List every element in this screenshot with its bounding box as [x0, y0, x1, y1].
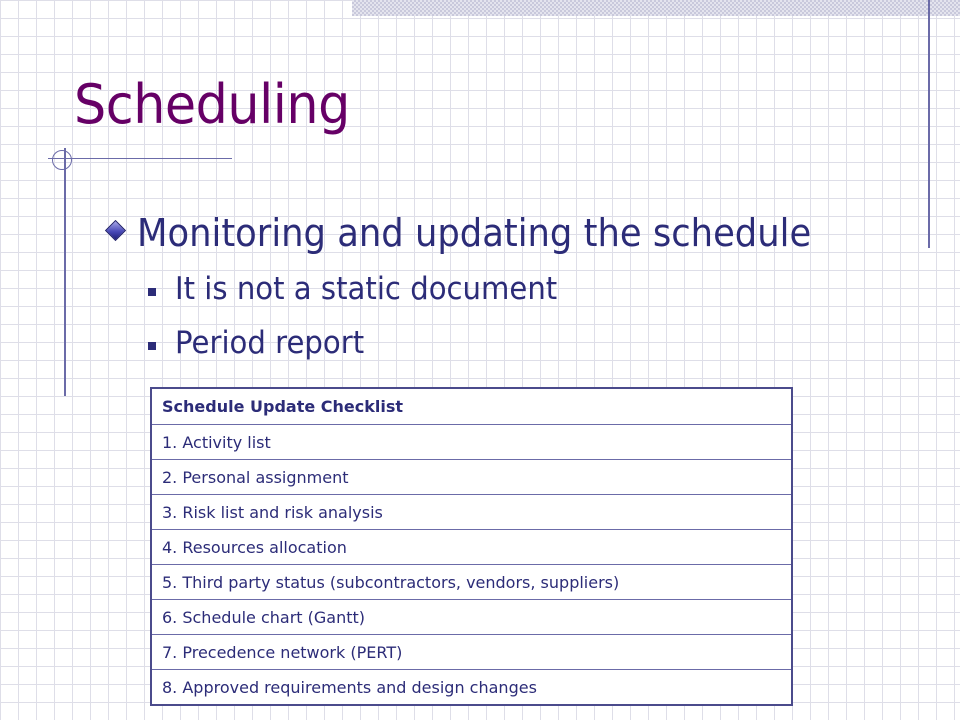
top-pattern-band — [352, 0, 960, 16]
square-bullet-icon — [148, 342, 156, 350]
table-cell: 1. Activity list — [151, 425, 792, 460]
sub-bullet — [148, 266, 582, 312]
diamond-bullet-icon — [105, 219, 126, 240]
table-cell: 8. Approved requirements and design changes — [151, 670, 792, 706]
sub-bullet-text: It is not a static document — [175, 271, 558, 307]
main-bullet — [104, 208, 862, 258]
schedule-checklist-table — [150, 387, 793, 706]
table-cell: 7. Precedence network (PERT) — [151, 635, 792, 670]
table-row — [151, 495, 792, 530]
title-circle-ornament — [52, 150, 72, 170]
title-underline — [48, 158, 232, 159]
table-cell: 4. Resources allocation — [151, 530, 792, 565]
right-decor-line — [928, 0, 930, 248]
sub-bullet-text: Period report — [175, 325, 365, 361]
table-row — [151, 670, 792, 706]
table-header-row — [151, 388, 792, 425]
slide-title: Scheduling — [74, 73, 350, 136]
table-cell: 5. Third party status (subcontractors, vendors, suppliers) — [151, 565, 792, 600]
table-cell: 6. Schedule chart (Gantt) — [151, 600, 792, 635]
table-row — [151, 635, 792, 670]
table-row — [151, 530, 792, 565]
square-bullet-icon — [148, 288, 156, 296]
table-row — [151, 565, 792, 600]
table-cell: 2. Personal assignment — [151, 460, 792, 495]
main-bullet-text: Monitoring and updating the schedule — [137, 211, 812, 255]
sub-bullet — [148, 320, 376, 366]
table-row — [151, 600, 792, 635]
left-decor-line — [64, 148, 66, 396]
table-header-cell: Schedule Update Checklist — [151, 388, 792, 425]
table-cell: 3. Risk list and risk analysis — [151, 495, 792, 530]
table-row — [151, 425, 792, 460]
table-row — [151, 460, 792, 495]
